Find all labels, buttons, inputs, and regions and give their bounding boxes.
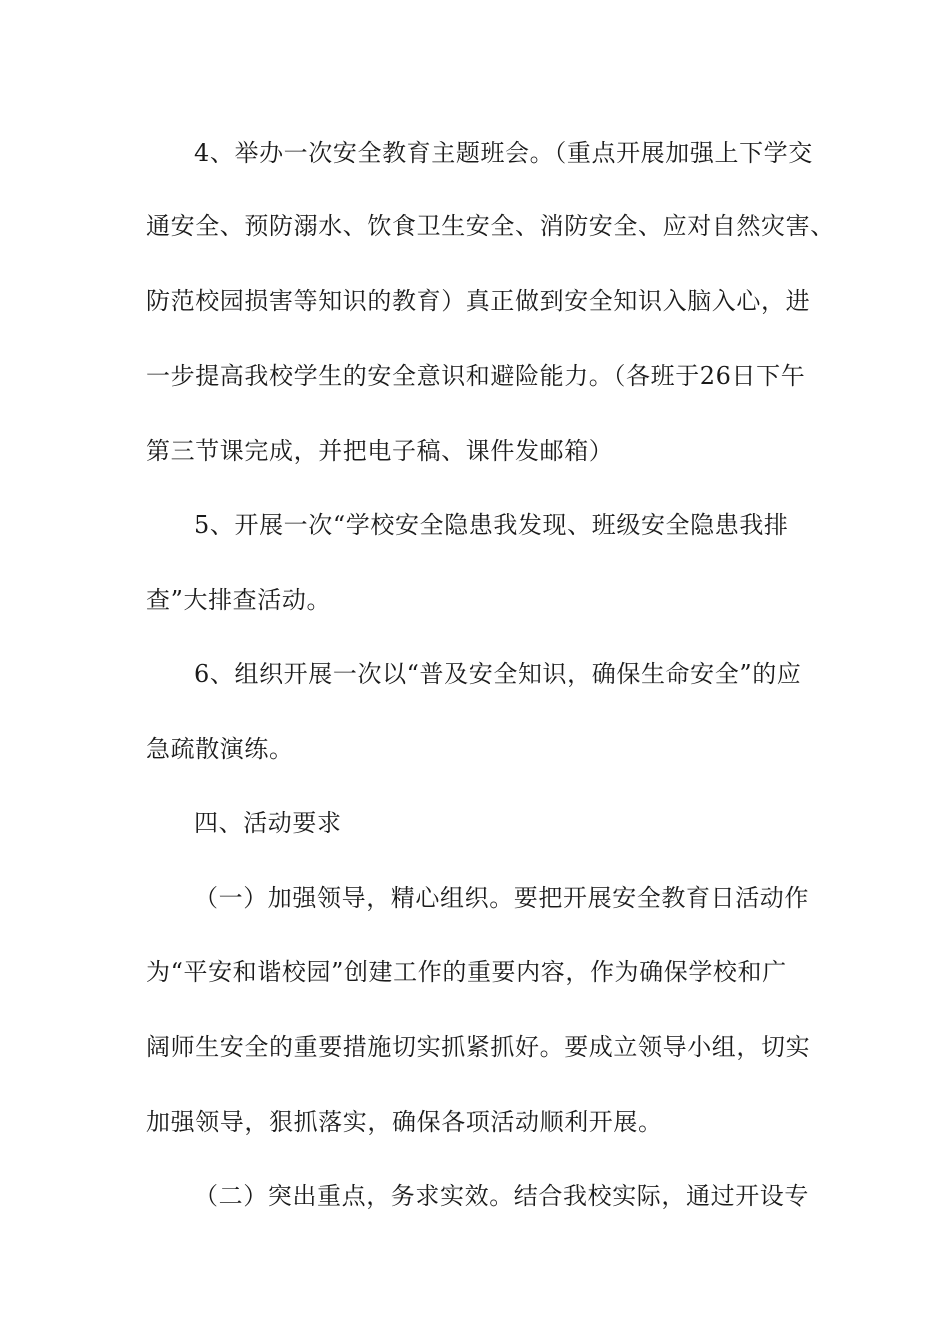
text-line: 6、组织开展一次以“普及安全知识，确保生命安全”的应 (194, 660, 802, 688)
text-line: （二）突出重点，务求实效。结合我校实际，通过开设专 (194, 1182, 809, 1210)
text-line: 查”大排查活动。 (146, 586, 332, 614)
text-line: 一步提高我校学生的安全意识和避险能力。（各班于26日下午 (146, 362, 806, 390)
text-line: 通安全、预防溺水、饮食卫生安全、消防安全、应对自然灾害、 (146, 212, 835, 240)
text-line: 急疏散演练。 (146, 735, 294, 763)
text-line: 第三节课完成，并把电子稿、课件发邮箱） (146, 437, 614, 465)
text-line: 加强领导，狠抓落实，确保各项活动顺利开展。 (146, 1108, 663, 1136)
text-line: （一）加强领导，精心组织。要把开展安全教育日活动作 (194, 884, 809, 912)
text-line: 4、举办一次安全教育主题班会。（重点开展加强上下学交 (194, 139, 813, 167)
text-line: 防范校园损害等知识的教育）真正做到安全知识入脑入心，进 (146, 287, 811, 315)
text-line: 为“平安和谐校园”创建工作的重要内容，作为确保学校和广 (146, 958, 787, 986)
section-heading: 四、活动要求 (194, 809, 342, 837)
text-line: 5、开展一次“学校安全隐患我发现、班级安全隐患我排 (194, 511, 789, 539)
text-line: 阔师生安全的重要措施切实抓紧抓好。要成立领导小组，切实 (146, 1033, 811, 1061)
